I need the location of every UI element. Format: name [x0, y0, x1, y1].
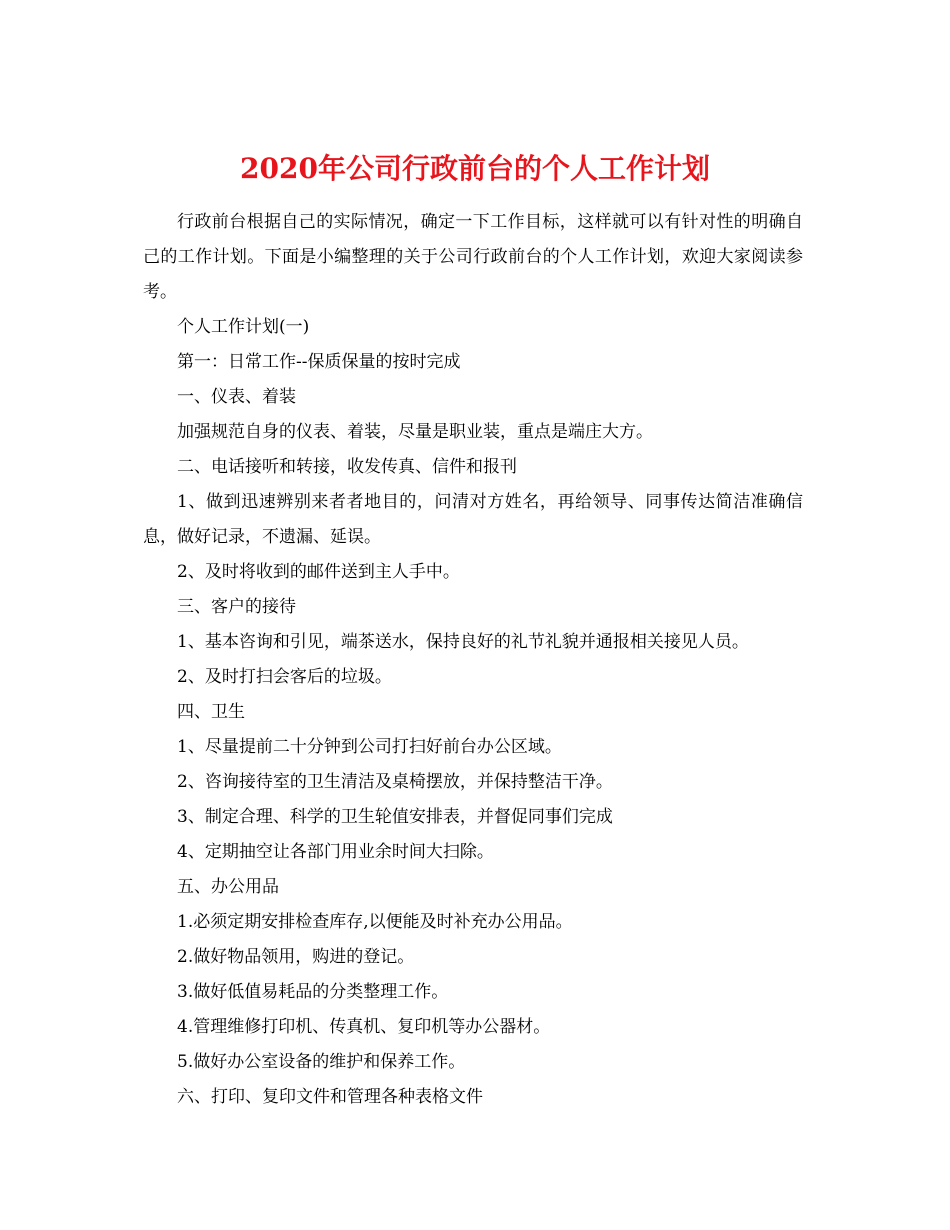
- text-line: 2.做好物品领用，购进的登记。: [177, 947, 415, 967]
- text-line: 4、定期抽空让各部门用业余时间大扫除。: [177, 842, 494, 862]
- text-line: 4.管理维修打印机、传真机、复印机等办公器材。: [177, 1017, 551, 1037]
- text-line: 2、及时打扫会客后的垃圾。: [177, 667, 392, 687]
- subsection-heading: 四、卫生: [177, 702, 245, 722]
- subsection-heading: 三、客户的接待: [177, 597, 296, 617]
- document-title: 2020年公司行政前台的个人工作计划: [240, 151, 710, 185]
- text-line: 5.做好办公室设备的维护和保养工作。: [177, 1052, 466, 1072]
- text-line: 3.做好低值易耗品的分类整理工作。: [177, 982, 449, 1002]
- subsection-heading: 六、打印、复印文件和管理各种表格文件: [177, 1087, 483, 1107]
- text-line: 3、制定合理、科学的卫生轮值安排表，并督促同事们完成: [177, 807, 613, 827]
- text-line: 2、咨询接待室的卫生清洁及桌椅摆放，并保持整洁干净。: [177, 772, 613, 792]
- subsection-heading: 一、仪表、着装: [177, 387, 296, 407]
- subsection-heading: 二、电话接听和转接，收发传真、信件和报刊: [177, 457, 517, 477]
- phone-paragraph: 1、做到迅速辨别来者者地目的，问清对方姓名，再给领导、同事传达简洁准确信息，做好记录，不遗漏、延误。: [143, 492, 803, 547]
- document-body: [143, 205, 803, 1115]
- text-line: 加强规范自身的仪表、着装，尽量是职业装，重点是端庄大方。: [177, 422, 653, 442]
- intro-paragraph: 行政前台根据自己的实际情况，确定一下工作目标，这样就可以有针对性的明确自己的工作计划。下面是小编整理的关于公司行政前台的个人工作计划，欢迎大家阅读参考。: [143, 212, 803, 302]
- text-line: 1、基本咨询和引见，端茶送水，保持良好的礼节礼貌并通报相关接见人员。: [177, 632, 749, 652]
- text-line: 2、及时将收到的邮件送到主人手中。: [177, 562, 460, 582]
- text-line: 1、尽量提前二十分钟到公司打扫好前台办公区域。: [177, 737, 562, 757]
- subsection-heading: 五、办公用品: [177, 877, 279, 897]
- text-line: 1.必须定期安排检查库存,以便能及时补充办公用品。: [177, 912, 573, 932]
- plan-heading: 个人工作计划(一): [177, 317, 310, 337]
- section-heading: 第一：日常工作--保质保量的按时完成: [177, 352, 461, 372]
